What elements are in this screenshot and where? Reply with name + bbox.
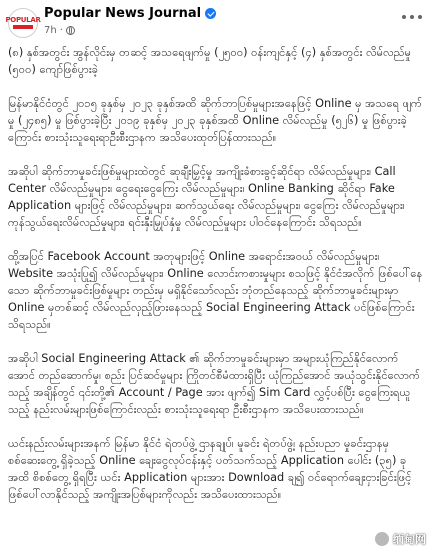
page-name-row xyxy=(44,6,216,21)
post-meta xyxy=(44,25,75,36)
more-options-icon[interactable] xyxy=(402,10,422,24)
post-timestamp[interactable]: 7h xyxy=(44,25,57,36)
logo-bar xyxy=(13,25,33,29)
post-paragraph: အဆိုပါ Social Engineering Attack ၏ ဆိုက်ဘာမှုခင်းများမှာ အများယုံကြည်နိုင်လောက်အောင် တည်ဆောက်မှု၊ စည်း ပြင်ဆင်မှုများ ကြိုတင်စီမံထားရှိပြီး ယုံကြည်အောင် အယုံသွင်းနိုင်လောက်သည့် အချိန်တွင် ၎င်းတို့၏ Account / Page အား ဖျက်၍ Sim Card လွှင့်ပစ်ပြီး ငွေကြေးရယူသည့် နည်းလမ်းများဖြစ်ကြောင်းလည်း စားသုံးသူရေးရာ ဦးစီးဌာနက အသိပေးထားသည်။ xyxy=(8,352,421,416)
post-header xyxy=(0,0,432,44)
meta-separator: · xyxy=(59,25,63,36)
post-paragraph: ထို့အပြင် Facebook Account အတုများဖြင့် Online အရောင်းအဝယ် လိမ်လည်မှုများ၊ Website အသုံးပြု၍ လိမ်လည်မှုများ၊ Online လောင်းကစားမှုများ စသဖြင့် နိုင်ငံအလိုက် ဖြစ်ပေါ်နေသော ဆိုက်ဘာမှုခင်းဖြစ်မှုများ တည်းမှ မရှိနိုင်သော်လည်း ဘုံတည်နေသည့် ဆိုက်ဘာမှုခင်းများမှာ Online မှတစ်ဆင့် လိမ်လည်လှည့်ဖြားနေသည့် Social Engineering Attack ပင်ဖြစ်ကြောင်း သိရသည်။ xyxy=(8,250,423,331)
logo-text: POPULAR xyxy=(5,16,41,24)
watermark xyxy=(374,531,426,547)
watermark-logo-icon xyxy=(374,531,390,547)
watermark-label: 缅甸网 xyxy=(393,533,426,546)
page-name[interactable]: Popular News Journal xyxy=(44,6,202,21)
post-paragraph: မြန်မာနိုင်ငံတွင် ၂၀၁၅ ခုနှစ်မှ ၂၀၂၃ ခုနှစ်အထိ ဆိုက်ဘာပြစ်မှုများအနေဖြင့် Online မှ အသရေ ဖျက်မှု (၂၄၈၅) မှု ဖြစ်ပွားခဲ့ပြီး ၂၀၁၉ ခုနှစ်မှ ၂၀၂၃ ခုနှစ်အထိ Online လိမ်လည်မှု (၅၂၆) မှု ဖြစ်ပွားခဲ့ကြောင်း စားသုံးသူရေးရာဦးစီးဌာနက အသိပေးထုတ်ပြန်ထားသည်။ xyxy=(8,97,422,144)
post-paragraph: ယင်းနည်းလမ်းများအနက် မြန်မာ နိုင်ငံ ရဲတပ်ဖွဲ့ ဌာနချုပ်၊ မူခင်း ရဲတပ်ဖွဲ့၊ နည်းပညာ မှုခင်းဌာနမှ စစ်ဆေးတွေ့ ရှိခဲ့သည့် Online ချေးငွေလုပ်ငန်းနှင့် ပတ်သက်သည့် Application ပေါင်း (၃၅) ခုအထိ စိစစ်တွေ့ ရှိရပြီး ယင်း Application များအား Download ချ၍ ဝင်ရောက်ချေးငှားခြင်းဖြင့် ဖြစ်ပေါ်လာနိုင်သည့် အကျိုးအပြစ်များကိုလည်း အသိပေးထားသည်။ xyxy=(8,437,416,501)
globe-icon[interactable] xyxy=(66,26,75,35)
post-paragraph-headline: (၈) နှစ်အတွင်း အွန်လိုင်းမှ တဆင့် အသရေဖျက်မှု (၂၅၀၀) ဝန်းကျင်နှင့် (၄) နှစ်အတွင်း လိမ်လည်မှု (၅၀၀) ကျော်ဖြစ်ပွားခဲ့ xyxy=(8,46,415,76)
page-avatar[interactable] xyxy=(5,8,41,38)
post-body xyxy=(8,44,424,520)
post-paragraph: အဆိုပါ ဆိုက်ဘာမှုခင်းဖြစ်မှုများထဲတွင် ဆုချီးမြှင့်မှု အကျိုးခံစားခွင့်ဆိုင်ရာ လိမ်လည်မှုများ၊ Call Center လိမ်လည်မှုများ၊ ငွေရေးငွေကြေး လိမ်လည်မှုများ၊ Online Banking ဆိုင်ရာ Fake Application များဖြင့် လိမ်လည်မှုများ၊ ဆက်သွယ်ရေး လိမ်လည်မှုများ၊ ငွေကြေး လိမ်လည်မှုများ၊ ကုန်သွယ်ရေးလိမ်လည်မှုများ၊ ရင်းနှီးမြှုပ်နှံမှု လိမ်လည်မှုများ ပါဝင်နေကြောင်း သိရသည်။ xyxy=(8,165,409,229)
verified-badge-icon xyxy=(205,8,216,19)
